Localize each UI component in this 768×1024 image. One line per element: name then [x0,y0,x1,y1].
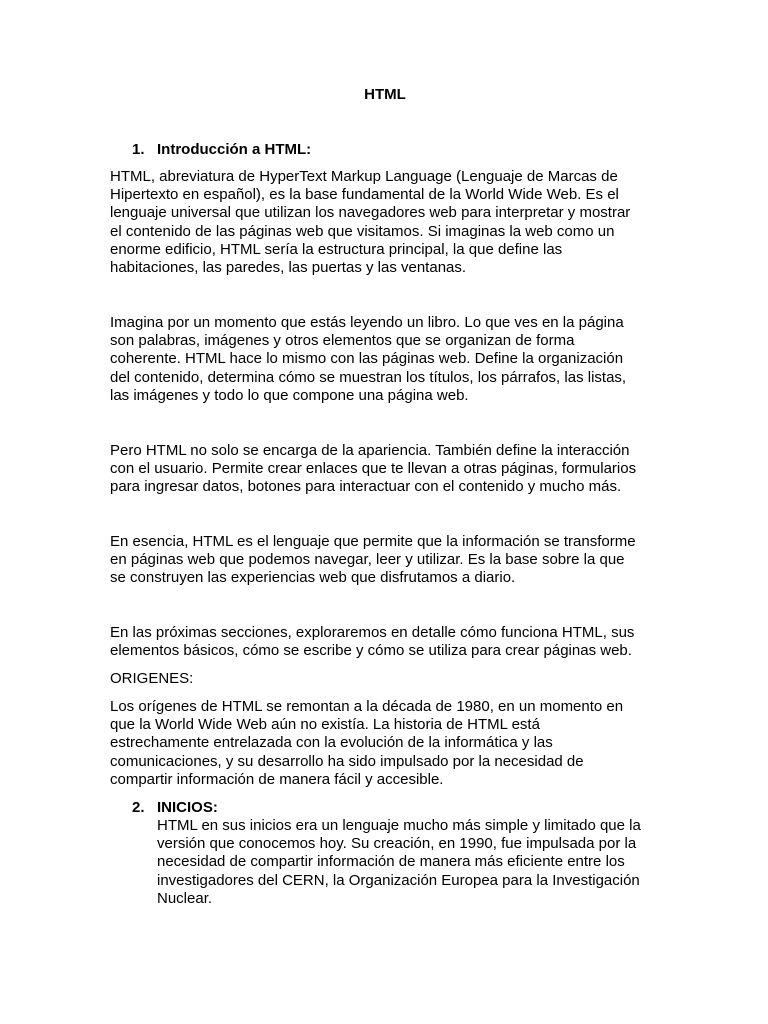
section-heading-inicios [132,799,218,817]
paragraph-proximas: En las próximas secciones, exploraremos en detalle cómo funciona HTML, sus elementos básicos, cómo se escribe y cómo se utiliza para crear páginas web. [110,624,635,660]
section-number: 2. [132,799,145,816]
paragraph-origenes: Los orígenes de HTML se remontan a la década de 1980, en un momento en que la World Wide Web aún no existía. La historia de HTML está estrechamente entrelazada con la evolución de la informática y las comunicaciones, y su desarrollo ha sido impulsado por la necesidad de compartir información de manera fácil y accesible. [110,698,624,788]
document-page [110,0,660,1024]
section-heading-introduccion [132,141,311,159]
paragraph-inicios: HTML en sus inicios era un lenguaje mucho más simple y limitado que la versión que conocemos hoy. Su creación, en 1990, fue impulsada por la necesidad de compartir información de manera más eficiente entre los investigadores del CERN, la Organización Europea para la Investigación Nuclear. [157,817,641,907]
section-heading-text: INICIOS: [157,799,218,816]
document-title: HTML [364,86,406,103]
section-heading-text: Introducción a HTML: [157,141,312,158]
paragraph-imagina: Imagina por un momento que estás leyendo un libro. Lo que ves en la página son palabras, imágenes y otros elementos que se organizan de forma coherente. HTML hace lo mismo con las páginas web. Define la organización del contenido, determina cómo se muestran los títulos, los párrafos, las listas, las imágenes y todo lo que compone una página web. [110,314,627,404]
paragraph-pero: Pero HTML no solo se encarga de la apariencia. También define la interacción con el usuario. Permite crear enlaces que te llevan a otras páginas, formularios para ingresar datos, botones para interactuar con el contenido y mucho más. [110,442,637,496]
paragraph-introduccion: HTML, abreviatura de HyperText Markup Language (Lenguaje de Marcas de Hipertexto en español), es la base fundamental de la World Wide Web. Es el lenguaje universal que utilizan los navegadores web para interpretar y mostrar el contenido de las páginas web que visitamos. Si imaginas la web como un enorme edificio, HTML sería la estructura principal, la que define las habitaciones, las paredes, las puertas y las ventanas. [110,168,631,277]
origenes-label: ORIGENES: [110,670,194,687]
section-number: 1. [132,141,145,158]
paragraph-esencia: En esencia, HTML es el lenguaje que permite que la información se transforme en páginas web que podemos navegar, leer y utilizar. Es la base sobre la que se construyen las experiencias web que disfrutamos a diario. [110,533,636,587]
